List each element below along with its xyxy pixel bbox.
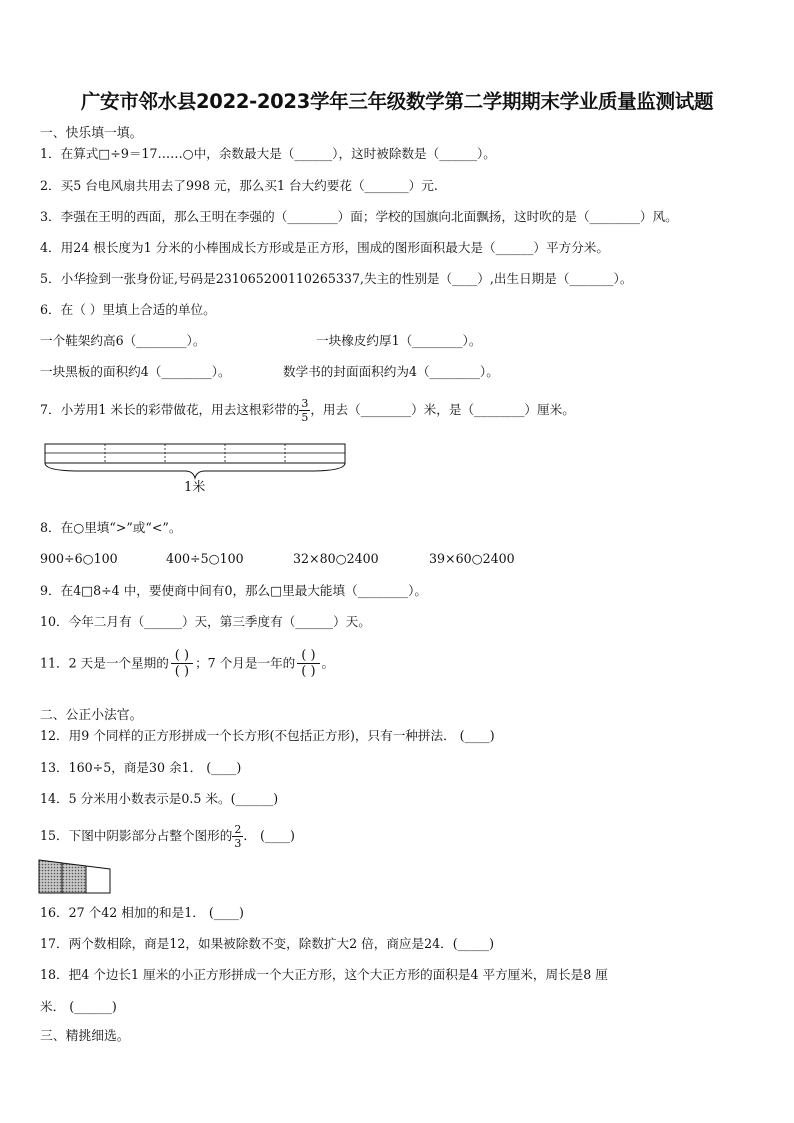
shaded-figure bbox=[38, 857, 114, 897]
question-8-item-a: 900÷6○100 bbox=[40, 551, 118, 566]
question-7-text: 7．小芳用1 米长的彩带做花，用去这根彩带的 bbox=[40, 402, 300, 417]
question-11-fraction-blank-2 bbox=[297, 648, 319, 679]
question-14: 14．5 分米用小数表示是0.5 米。(______) bbox=[40, 791, 279, 806]
question-6-item-d: 数学书的封面面积约为4（________）。 bbox=[283, 364, 499, 379]
section-2-heading: 二、公正小法官。 bbox=[40, 708, 143, 723]
question-11 bbox=[40, 648, 334, 688]
question-15 bbox=[40, 824, 295, 849]
ribbon-brace bbox=[45, 463, 345, 478]
question-15-text: 15．下图中阴影部分占整个图形的 bbox=[40, 828, 233, 843]
page-title: 广安市邻水县2022-2023学年三年级数学第二学期期末学业质量监测试题 bbox=[80, 90, 714, 113]
question-15-fraction bbox=[232, 824, 243, 849]
question-11-text-mid: ；7 个月是一年的 bbox=[195, 655, 296, 671]
section-1-heading: 一、快乐填一填。 bbox=[40, 126, 143, 141]
shaded-part bbox=[39, 860, 62, 893]
question-8-item-c: 32×80○2400 bbox=[293, 551, 379, 566]
question-11-text: 11．2 天是一个星期的 bbox=[40, 655, 169, 671]
question-6-item-b: 一块橡皮约厚1（________）。 bbox=[316, 333, 482, 348]
question-11-fraction-blank bbox=[171, 648, 193, 679]
question-5: 5．小华捡到一张身份证,号码是231065200110265337,失主的性别是（____）,出生日期是（_______）。 bbox=[40, 271, 633, 286]
question-8-item-d: 39×60○2400 bbox=[429, 551, 515, 566]
fraction-denominator-blank: ( ) bbox=[174, 664, 190, 679]
unshaded-part bbox=[86, 866, 110, 893]
fraction-denominator: 5 bbox=[301, 411, 309, 424]
question-1: 1．在算式□÷9＝17……○中，余数最大是（______），这时被除数是（______）。 bbox=[40, 146, 496, 161]
question-12: 12．用9 个同样的正方形拼成一个长方形(不包括正方形)，只有一种拼法． (____) bbox=[40, 728, 495, 743]
question-8-item-b: 400÷5○100 bbox=[166, 551, 244, 566]
question-9: 9．在4□8÷4 中，要使商中间有0，那么□里最大能填（________）。 bbox=[40, 583, 427, 598]
fraction-numerator-blank: ( ) bbox=[171, 648, 193, 664]
section-3-heading: 三、精挑细选。 bbox=[40, 1029, 130, 1044]
question-17: 17．两个数相除，商是12，如果被除数不变，除数扩大2 倍，商应是24．(_____) bbox=[40, 936, 495, 951]
fraction-numerator: 2 bbox=[234, 823, 242, 836]
fraction-numerator-blank: ( ) bbox=[297, 648, 319, 664]
ribbon-rect bbox=[45, 444, 345, 463]
fraction-denominator: 3 bbox=[234, 837, 242, 850]
fraction-numerator: 3 bbox=[301, 397, 309, 410]
question-3: 3．李强在王明的西面，那么王明在李强的（________）面；学校的国旗向北面飘扬，这时吹的是（________）风。 bbox=[40, 209, 678, 224]
question-11-text-end: 。 bbox=[321, 655, 335, 671]
question-6: 6．在（ ）里填上合适的单位。 bbox=[40, 302, 216, 317]
question-16: 16．27 个42 相加的和是1． (____) bbox=[40, 905, 244, 920]
ribbon-label: 1米 bbox=[184, 480, 206, 495]
question-7 bbox=[40, 398, 575, 423]
question-6-item-c: 一块黑板的面积约4（________）。 bbox=[40, 364, 231, 379]
question-7-text-rest: ，用去（________）米，是（________）厘米。 bbox=[310, 402, 575, 417]
question-13: 13．160÷5，商是30 余1． (____) bbox=[40, 760, 242, 775]
question-15-text-rest: ． (____) bbox=[243, 828, 295, 843]
question-2: 2．买5 台电风扇共用去了998 元，那么买1 台大约要花（_______）元. bbox=[40, 178, 438, 193]
question-8: 8．在○里填“>”或“<”。 bbox=[40, 520, 182, 535]
question-18: 18．把4 个边长1 厘米的小正方形拼成一个大正方形，这个大正方形的面积是4 平方厘米，周长是8 厘 bbox=[40, 967, 608, 982]
question-10: 10．今年二月有（______）天，第三季度有（______）天。 bbox=[40, 614, 371, 629]
question-4: 4．用24 根长度为1 分米的小棒围成长方形或是正方形，围成的图形面积最大是（______）平方分米。 bbox=[40, 240, 609, 255]
question-18-cont: 米． (______) bbox=[40, 999, 117, 1014]
question-7-fraction bbox=[299, 398, 310, 423]
question-6-item-a: 一个鞋架约高6（________）。 bbox=[40, 333, 206, 348]
shaded-part bbox=[62, 863, 86, 893]
fraction-denominator-blank: ( ) bbox=[301, 664, 316, 679]
